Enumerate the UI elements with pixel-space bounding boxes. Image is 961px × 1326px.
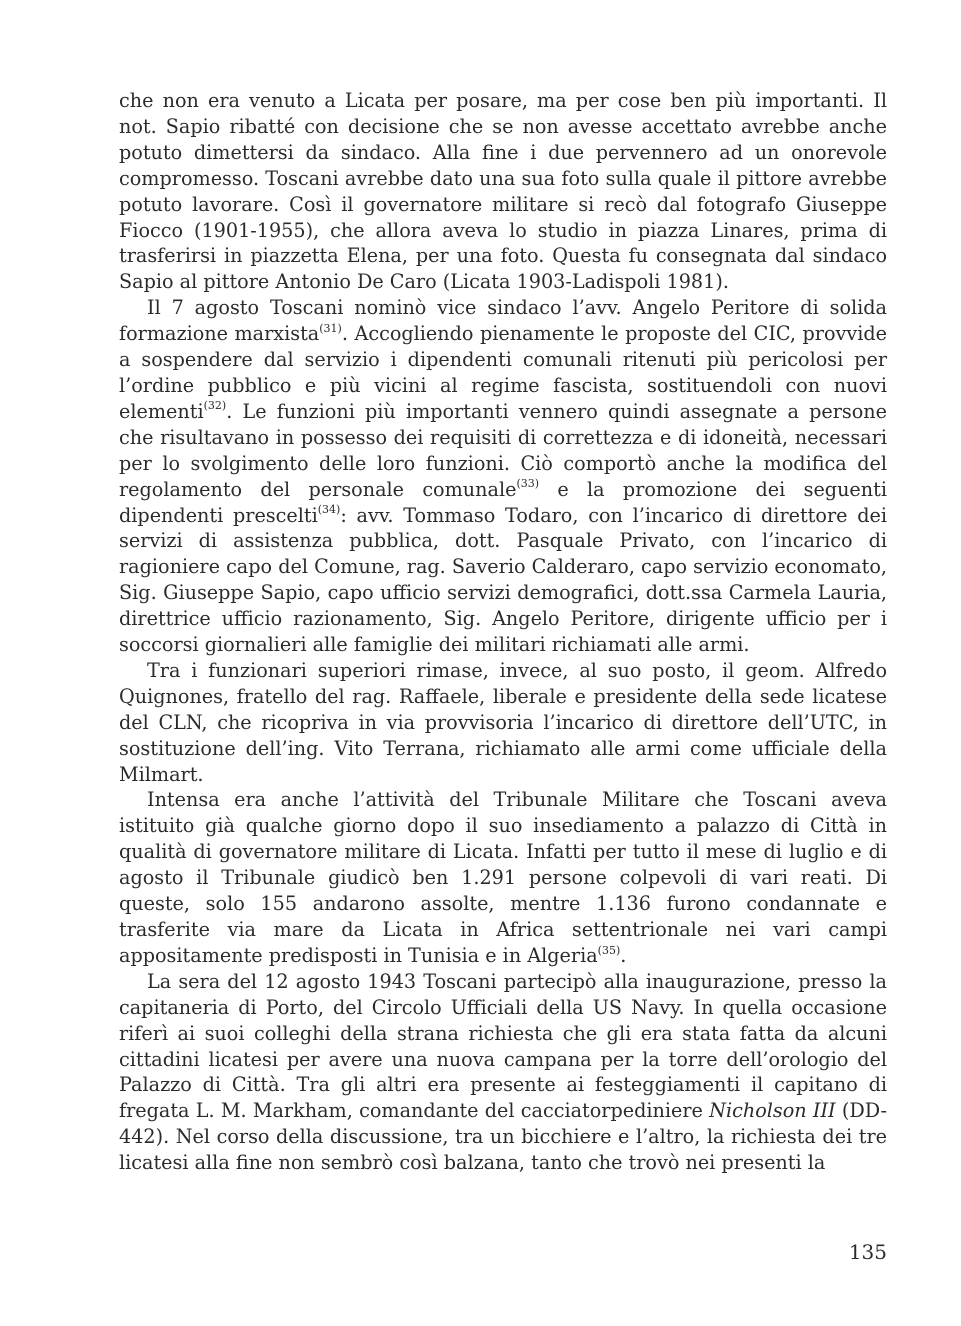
paragraph-2-text: Il 7 agosto Toscani nominò vice sindaco l’avv. Angelo Peritore di solida formazione marxista	[119, 296, 887, 346]
paragraph-5-text: La sera del 12 agosto 1943 Toscani partecipò alla inaugurazione, presso la capitaneria di Porto, del Circolo Ufficiali della US Navy. In quella occasione riferì ai suoi colleghi della strana richiesta che gli era stata fatta da alcuni cittadini licatesi per avere una nuova campana per la torre dell’orologio del Palazzo di Città. Tra gli altri era presente ai festeggiamenti il capitano di fregata L. M. Markham, comandante del cacciatorpediniere	[119, 969, 887, 1123]
footnote-ref-33: (33)	[516, 477, 540, 491]
paragraph-4-text: Intensa era anche l’attività del Tribunale Militare che Toscani aveva istituito già qualche giorno dopo il suo insediamento a palazzo di Città in qualità di governatore militare di Licata. Infatti per tutto il mese di luglio e di agosto il Tribunale giudicò ben 1.291 persone colpevoli di vari reati. Di queste, solo 155 andarono assolte, mentre 1.136 furono condannate e trasferite via mare da Licata in Africa settentrionale nei vari campi appositamente predisposti in Tunisia e in Algeria	[119, 788, 887, 967]
paragraph-1-text: che non era venuto a Licata per posare, ma per cose ben più importanti. Il not. Sapio ribatté con decisione che se non avesse accettato avrebbe anche potuto dimettersi da sindaco. Alla fine i due pervennero ad un onorevole compromesso. Toscani avrebbe dato una sua foto sulla quale il pittore avrebbe potuto lavorare. Così il governatore militare si recò dal fotografo Giuseppe Fiocco (1901-1955), che allora aveva lo studio in piazza Linares, prima di trasferirsi in piazzetta Elena, per una foto. Questa fu consegnata dal sindaco Sapio al pittore Antonio De Caro (Licata 1903-Ladispoli 1981).	[119, 89, 887, 294]
paragraph-4	[119, 787, 887, 968]
paragraph-4-text: .	[620, 943, 627, 967]
paragraph-5-text: (DD-442). Nel corso della discussione, tra un bicchiere e l’altro, la richiesta dei tre licatesi alla fine non sembrò così balzana, tanto che trovò nei presenti la	[119, 1099, 887, 1175]
paragraph-2-text: : avv. Tommaso Todaro, con l’incarico di direttore dei servizi di assistenza pubblica, dott. Pasquale Privato, con l’incarico di ragioniere capo del Comune, rag. Saverio Calderaro, capo servizio economato, Sig. Giuseppe Sapio, capo ufficio servizi demografici, dott.ssa Carmela Lauria, direttrice ufficio razionamento, Sig. Angelo Peritore, dirigente ufficio per i soccorsi giornalieri alle famiglie dei militari richiamati alle armi.	[119, 503, 887, 657]
paragraph-2-text: e la promozione dei seguenti dipendenti prescelti	[119, 477, 887, 527]
paragraph-3	[119, 658, 887, 788]
paragraph-3-text: Tra i funzionari superiori rimase, invece, al suo posto, il geom. Alfredo Quignones, fratello del rag. Raffaele, liberale e presidente della sede licatese del CLN, che ricopriva in via provvisoria l’incarico di direttore dell’UTC, in sostituzione dell’ing. Vito Terrana, richiamato alle armi come ufficiale della Milmart.	[119, 658, 887, 786]
page-body	[119, 88, 887, 1176]
page-number: 135	[848, 1240, 887, 1264]
ship-name: Nicholson III	[709, 1099, 836, 1123]
paragraph-5	[119, 969, 887, 1176]
footnote-ref-31: (31)	[319, 321, 342, 335]
paragraph-1	[119, 88, 887, 295]
paragraph-2-text: . Accogliendo pienamente le proposte del CIC, provvide a sospendere dal servizio i dipendenti comunali ritenuti più pericolosi per l’ordine pubblico e più vicini al regime fascista, sostituendoli con nuovi elementi	[119, 322, 887, 423]
paragraph-2	[119, 295, 887, 658]
paragraph-2-text: . Le funzioni più importanti vennero quindi assegnate a persone che risultavano in possesso dei requisiti di correttezza e di idoneità, necessari per lo svolgimento delle loro funzioni. Ciò comportò anche la modifica del regolamento del personale comunale	[119, 399, 887, 501]
footnote-ref-35: (35)	[597, 943, 621, 957]
footnote-ref-32: (32)	[203, 399, 227, 413]
footnote-ref-34: (34)	[317, 503, 341, 517]
